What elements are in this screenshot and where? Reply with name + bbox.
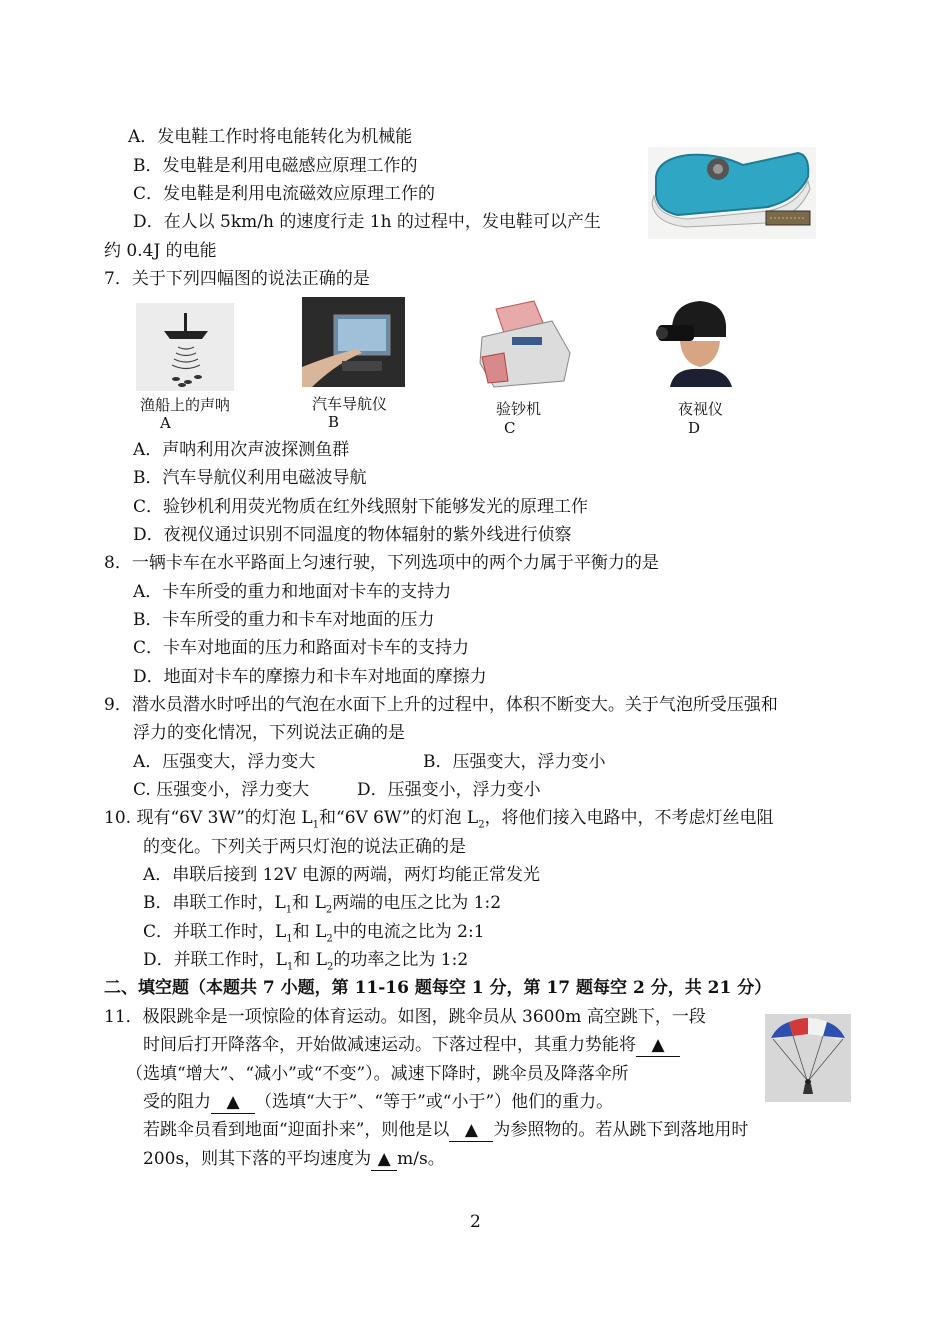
q6-option-b: B．发电鞋是利用电磁感应原理工作的 [133,156,418,176]
q7-option-b: B．汽车导航仪利用电磁波导航 [133,468,367,488]
q8-stem: 8．一辆卡车在水平路面上匀速行驶，下列选项中的两个力属于平衡力的是 [104,553,659,573]
parachute-image [765,1014,851,1102]
q8-option-a: A．卡车所受的重力和地面对卡车的支持力 [133,582,452,602]
q6-option-d: D．在人以 5km/h 的速度行走 1h 的过程中，发电鞋可以产生 [133,212,601,232]
currency-detector-image [474,297,574,389]
blank-1: ▲ [636,1034,680,1057]
q10-stem-cont: 的变化。下列关于两只灯泡的说法正确的是 [143,837,466,857]
car-navigator-image [302,297,405,387]
blank-4: ▲ [371,1148,397,1171]
shoe-image [648,147,816,239]
q11-line4: 受的阻力 ▲ （选填“大于”、“等于”或“小于”）他们的重力。 [143,1092,614,1112]
q9-option-a: A．压强变大，浮力变大 [133,752,316,772]
label-c: C [504,419,516,437]
q11-line3: （选填“增大”、“减小”或“不变”）。减速下降时，跳伞员及降落伞所 [126,1064,629,1084]
q10-option-b: B．串联工作时，$L_1$和 $L_2$两端的电压之比为 1:2 [143,893,502,916]
q8-option-d: D．地面对卡车的摩擦力和卡车对地面的摩擦力 [133,667,487,687]
q9-option-d: D．压强变小，浮力变小 [357,780,541,800]
caption-sonar: 渔船上的声呐 [140,396,231,414]
q11-line2: 时间后打开降落伞，开始做减速运动。下落过程中，其重力势能将 ▲ [143,1034,680,1057]
q6-option-c: C．发电鞋是利用电流磁效应原理工作的 [133,184,436,204]
q8-option-c: C．卡车对地面的压力和路面对卡车的支持力 [133,638,470,658]
q10-option-d: D．并联工作时，$L_1$和 $L_2$的功率之比为 1:2 [143,950,469,973]
page-number: 2 [470,1212,481,1232]
q9-stem-cont: 浮力的变化情况，下列说法正确的是 [133,723,405,743]
q10-option-a: A．串联后接到 12V 电源的两端，两灯均能正常发光 [143,865,540,885]
caption-detector: 验钞机 [496,400,542,418]
section-heading: 二、填空题（本题共 7 小题，第 11-16 题每空 1 分，第 17 题每空 2 分，共 21 分） [104,978,772,998]
q9-option-c: C. 压强变小，浮力变大 [133,780,310,800]
q7-stem: 7．关于下列四幅图的说法正确的是 [104,269,370,289]
q7-option-c: C．验钞机利用荧光物质在红外线照射下能够发光的原理工作 [133,497,589,517]
q10-stem: 10. 现有“6V 3W”的灯泡 $L_1$和“6V 6W”的灯泡 $L_2$，将他们接入电路中，不考虑灯丝电阻 [104,808,774,831]
sonar-image [136,303,234,391]
caption-night-vision: 夜视仪 [678,400,724,418]
blank-2: ▲ [211,1091,255,1114]
q7-option-a: A．声呐利用次声波探测鱼群 [133,440,350,460]
q10-option-c: C．并联工作时，$L_1$和 $L_2$中的电流之比为 2:1 [143,922,485,945]
label-a: A [160,414,171,432]
label-b: B [328,413,340,431]
q9-option-b: B．压强变大，浮力变小 [423,752,606,772]
q6-option-a: A．发电鞋工作时将电能转化为机械能 [128,127,413,147]
q11-line5: 若跳伞员看到地面“迎面扑来”，则他是以 ▲ 为参照物的。若从跳下到落地用时 [143,1120,749,1140]
q6-option-d-cont: 约 0.4J 的电能 [104,241,217,261]
q7-option-d: D．夜视仪通过识别不同温度的物体辐射的紫外线进行侦察 [133,525,572,545]
q11-line1: 11．极限跳伞是一项惊险的体育运动。如图，跳伞员从 3600m 高空跳下，一段 [104,1007,706,1027]
q9-stem: 9．潜水员潜水时呼出的气泡在水面下上升的过程中，体积不断变大。关于气泡所受压强和 [104,695,778,715]
blank-3: ▲ [449,1119,493,1142]
label-d: D [688,419,701,437]
q11-line6: 200s，则其下落的平均速度为 ▲ m/s。 [143,1149,445,1169]
q8-option-b: B．卡车所受的重力和卡车对地面的压力 [133,610,435,630]
caption-navigator: 汽车导航仪 [312,395,388,413]
night-vision-image [640,297,745,387]
